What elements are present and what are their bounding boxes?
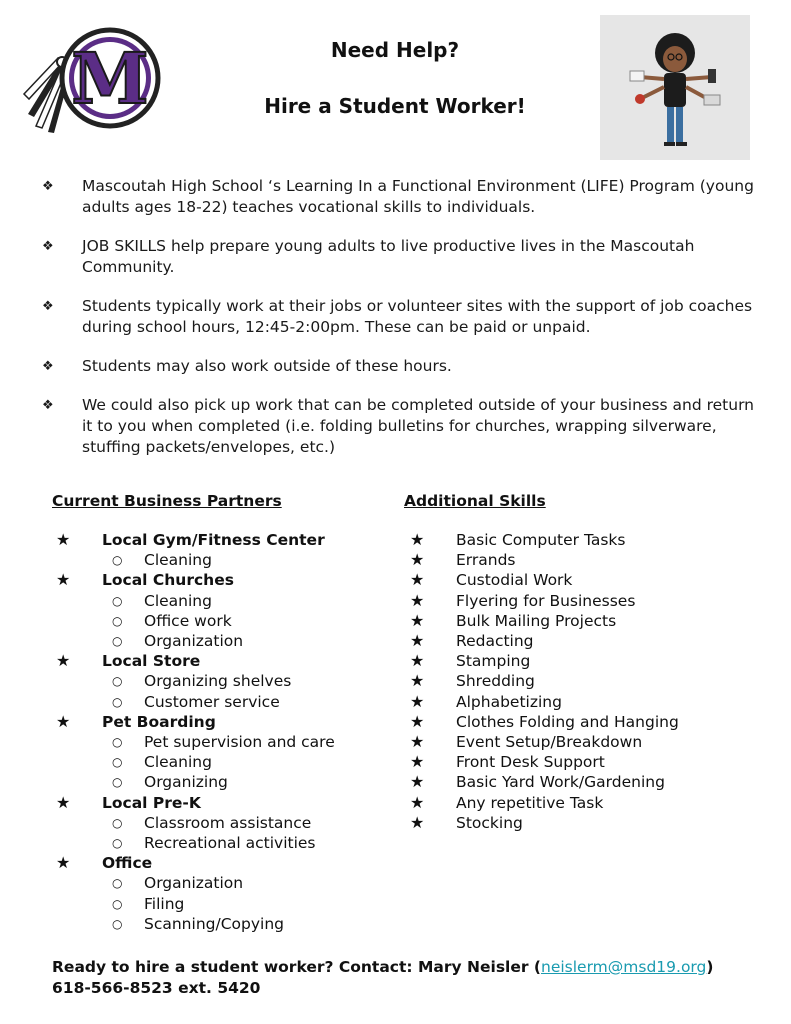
bullet-item	[40, 176, 760, 218]
skill-text: Flyering for Businesses	[456, 591, 636, 610]
partner-subitem-text: Organization	[144, 632, 244, 651]
star-icon: ★	[410, 711, 425, 731]
partner-subitem	[52, 631, 382, 651]
partner-subitem	[52, 671, 382, 691]
diamond-bullet-icon: ❖	[42, 179, 54, 194]
bullet-item	[40, 395, 760, 458]
partner-subitem-text: Pet supervision and care	[144, 733, 335, 752]
star-icon: ★	[56, 853, 71, 873]
bullet-text: We could also pick up work that can be completed outside of your business and return it to you when completed (i.e. folding bulletins for churches, wrapping silverware, stuffing packets/envelopes, etc.)	[82, 396, 754, 456]
circle-bullet-icon: ○	[112, 916, 123, 931]
partner-subitem	[52, 833, 382, 853]
contact-suffix: )	[706, 958, 714, 976]
circle-bullet-icon: ○	[112, 613, 123, 628]
star-icon: ★	[410, 732, 425, 752]
partner-item	[52, 853, 382, 873]
skill-text: Basic Computer Tasks	[456, 531, 626, 549]
star-icon: ★	[56, 792, 71, 812]
partner-name: Pet Boarding	[102, 712, 216, 731]
partner-subitem-text: Cleaning	[144, 753, 212, 772]
school-logo	[22, 22, 162, 134]
contact-phone: 618-566-8523 ext. 5420	[52, 979, 261, 997]
star-icon: ★	[410, 550, 425, 570]
title-hire: Hire a Student Worker!	[264, 94, 526, 118]
partner-subitem-text: Cleaning	[144, 551, 212, 570]
bullet-item	[40, 296, 760, 338]
skill-text: Front Desk Support	[456, 753, 605, 772]
star-icon: ★	[410, 530, 425, 549]
skill-text: Stocking	[456, 813, 523, 832]
partner-subitem-text: Classroom assistance	[144, 813, 312, 832]
partner-subitem	[52, 692, 382, 712]
contact-prefix: Ready to hire a student worker? Contact: Mary Neisler (	[52, 958, 541, 976]
diamond-bullet-icon: ❖	[42, 359, 54, 374]
info-bullets	[40, 176, 760, 476]
star-icon: ★	[56, 570, 71, 590]
circle-bullet-icon: ○	[112, 775, 123, 790]
partner-subitem-text: Recreational activities	[144, 834, 316, 853]
partner-item	[52, 651, 382, 671]
skill-item	[404, 813, 764, 833]
bullet-text: JOB SKILLS help prepare young adults to live productive lives in the Mascoutah Community.	[82, 237, 695, 276]
diamond-bullet-icon: ❖	[42, 398, 54, 413]
partners-list	[52, 530, 382, 934]
partner-subitem-text: Scanning/Copying	[144, 914, 284, 933]
skill-text: Clothes Folding and Hanging	[456, 712, 679, 731]
star-icon: ★	[410, 792, 425, 812]
skill-item	[404, 772, 764, 792]
skill-text: Alphabetizing	[456, 692, 562, 711]
skill-item	[404, 692, 764, 712]
title-need-help: Need Help?	[330, 38, 460, 62]
partner-name: Local Pre-K	[102, 793, 201, 812]
contact-line	[52, 957, 772, 978]
circle-bullet-icon: ○	[112, 735, 123, 750]
skill-item	[404, 631, 764, 651]
partner-name: Local Store	[102, 652, 201, 671]
circle-bullet-icon: ○	[112, 674, 123, 689]
bullet-item	[40, 236, 760, 278]
partner-subitem	[52, 591, 382, 611]
skill-text: Errands	[456, 551, 516, 570]
circle-bullet-icon: ○	[112, 634, 123, 649]
partner-item	[52, 712, 382, 732]
star-icon: ★	[410, 772, 425, 792]
star-icon: ★	[410, 691, 425, 711]
skill-text: Event Setup/Breakdown	[456, 733, 643, 752]
partner-subitem	[52, 813, 382, 833]
partner-subitem-text: Cleaning	[144, 591, 212, 610]
partner-subitem	[52, 772, 382, 792]
skill-text: Stamping	[456, 652, 531, 671]
student-worker-illustration	[600, 15, 750, 160]
skill-item	[404, 611, 764, 631]
star-icon: ★	[56, 651, 71, 671]
star-icon: ★	[410, 570, 425, 590]
skill-item	[404, 651, 764, 671]
bullet-text: Students may also work outside of these hours.	[82, 357, 452, 375]
skill-item	[404, 570, 764, 590]
skills-column	[404, 490, 764, 833]
partner-item	[52, 793, 382, 813]
partner-subitem	[52, 894, 382, 914]
partner-subitem-text: Organizing shelves	[144, 672, 292, 691]
star-icon: ★	[410, 590, 425, 610]
star-icon: ★	[410, 671, 425, 691]
skill-item	[404, 712, 764, 732]
diamond-bullet-icon: ❖	[42, 239, 54, 254]
skill-item	[404, 793, 764, 813]
logo-letter: M	[71, 37, 149, 120]
skill-item	[404, 530, 764, 550]
contact-email-link[interactable]: neislerm@msd19.org	[541, 958, 707, 976]
partners-heading: Current Business Partners	[52, 492, 282, 510]
bullet-text: Mascoutah High School ‘s Learning In a Functional Environment (LIFE) Program (young adults ages 18-22) teaches vocational skills to individuals.	[82, 177, 754, 216]
skill-text: Shredding	[456, 672, 535, 691]
circle-bullet-icon: ○	[112, 876, 123, 891]
circle-bullet-icon: ○	[112, 815, 123, 830]
star-icon: ★	[410, 610, 425, 630]
partner-subitem	[52, 873, 382, 893]
skill-text: Bulk Mailing Projects	[456, 611, 617, 630]
partner-name: Local Gym/Fitness Center	[102, 531, 325, 549]
partner-name: Office	[102, 854, 153, 873]
bullet-text: Students typically work at their jobs or volunteer sites with the support of job coaches during school hours, 12:45-2:00pm. These can be paid or unpaid.	[82, 297, 753, 336]
diamond-bullet-icon: ❖	[42, 299, 54, 314]
partner-item	[52, 570, 382, 590]
skill-item	[404, 550, 764, 570]
circle-bullet-icon: ○	[112, 694, 123, 709]
circle-bullet-icon: ○	[112, 836, 123, 851]
partner-subitem-text: Customer service	[144, 692, 280, 711]
star-icon: ★	[410, 812, 425, 832]
partner-subitem	[52, 752, 382, 772]
circle-bullet-icon: ○	[112, 896, 123, 911]
star-icon: ★	[56, 530, 71, 549]
skill-item	[404, 591, 764, 611]
skill-item	[404, 732, 764, 752]
partner-subitem-text: Office work	[144, 611, 232, 630]
skill-item	[404, 671, 764, 691]
skill-text: Redacting	[456, 632, 534, 651]
skill-text: Any repetitive Task	[456, 793, 604, 812]
skill-text: Basic Yard Work/Gardening	[456, 773, 665, 792]
star-icon: ★	[410, 651, 425, 671]
partner-item	[52, 530, 382, 550]
circle-bullet-icon: ○	[112, 553, 123, 568]
header	[200, 36, 590, 120]
circle-bullet-icon: ○	[112, 593, 123, 608]
partner-subitem	[52, 550, 382, 570]
partner-subitem	[52, 914, 382, 934]
skill-item	[404, 752, 764, 772]
partner-subitem-text: Filing	[144, 894, 185, 913]
bullet-item	[40, 356, 760, 377]
partners-column	[52, 490, 382, 934]
skill-text: Custodial Work	[456, 571, 573, 590]
partner-subitem	[52, 611, 382, 631]
star-icon: ★	[56, 711, 71, 731]
skills-list	[404, 530, 764, 833]
star-icon: ★	[410, 631, 425, 651]
partner-subitem	[52, 732, 382, 752]
star-icon: ★	[410, 752, 425, 772]
partner-name: Local Churches	[102, 571, 234, 590]
partner-subitem-text: Organizing	[144, 773, 228, 792]
partner-subitem-text: Organization	[144, 874, 244, 893]
contact-section	[52, 957, 772, 999]
circle-bullet-icon: ○	[112, 755, 123, 770]
skills-heading: Additional Skills	[404, 492, 546, 510]
